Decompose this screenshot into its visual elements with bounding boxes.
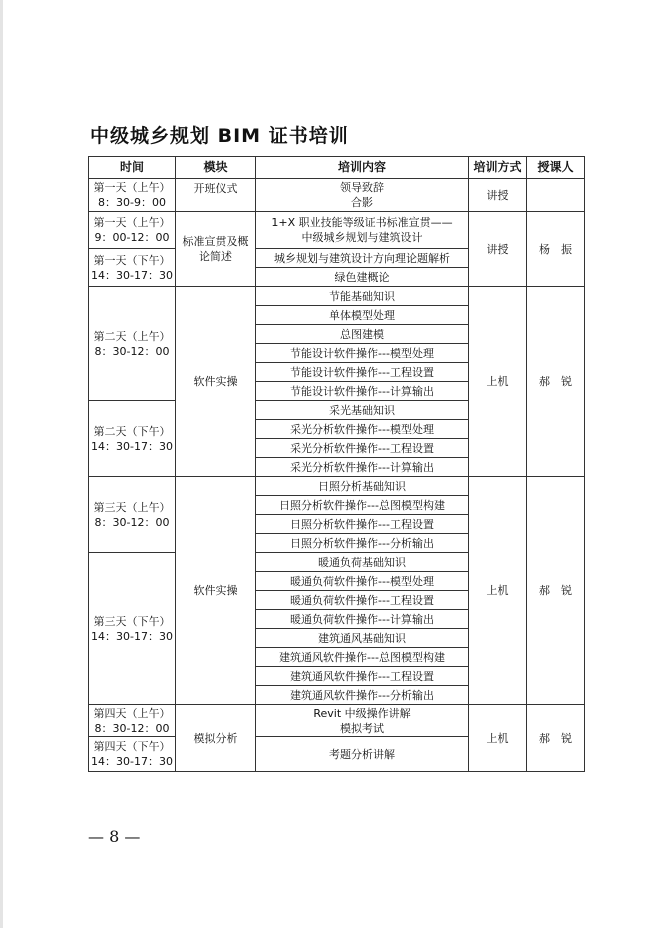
content-cell: 建筑通风软件操作---分析输出 — [256, 686, 469, 705]
time-cell: 第四天（下午） 14：30-17：30 — [89, 737, 176, 772]
lecturer-cell — [527, 179, 585, 212]
time-cell: 第三天（上午） 8：30-12：00 — [89, 477, 176, 553]
content-cell: 建筑通风软件操作---总图模型构建 — [256, 648, 469, 667]
header-lecturer: 授课人 — [527, 157, 585, 179]
content-cell: 节能基础知识 — [256, 287, 469, 306]
content-cell: 暖通负荷软件操作---计算输出 — [256, 610, 469, 629]
content-cell: 建筑通风软件操作---工程设置 — [256, 667, 469, 686]
time-cell: 第二天（下午） 14：30-17：30 — [89, 401, 176, 477]
time-cell: 第一天（下午） 14：30-17：30 — [89, 249, 176, 287]
training-schedule-table — [88, 156, 585, 772]
content-cell: 领导致辞 合影 — [256, 179, 469, 212]
content-cell: 暖通负荷基础知识 — [256, 553, 469, 572]
content-cell: 节能设计软件操作---模型处理 — [256, 344, 469, 363]
time-cell: 第二天（上午） 8：30-12：00 — [89, 287, 176, 401]
content-cell: 总图建模 — [256, 325, 469, 344]
content-cell: 日照分析软件操作---工程设置 — [256, 515, 469, 534]
header-module: 模块 — [176, 157, 256, 179]
table-row — [89, 179, 585, 212]
method-cell: 讲授 — [469, 179, 527, 212]
header-content: 培训内容 — [256, 157, 469, 179]
time-cell: 第四天（上午） 8：30-12：00 — [89, 705, 176, 737]
content-cell: 建筑通风基础知识 — [256, 629, 469, 648]
content-cell: 暖通负荷软件操作---模型处理 — [256, 572, 469, 591]
lecturer-cell: 郝 锐 — [527, 477, 585, 705]
content-cell: 日照分析基础知识 — [256, 477, 469, 496]
content-cell: 1+X 职业技能等级证书标准宣贯—— 中级城乡规划与建筑设计 — [256, 212, 469, 249]
content-cell: 城乡规划与建筑设计方向理论题解析 — [256, 249, 469, 268]
content-cell: 绿色建概论 — [256, 268, 469, 287]
module-cell: 标准宣贯及概 论简述 — [176, 212, 256, 287]
content-cell: 采光分析软件操作---计算输出 — [256, 458, 469, 477]
header-row — [89, 157, 585, 179]
module-cell: 开班仪式 — [176, 179, 256, 212]
time-cell: 第一天（上午） 9：00-12：00 — [89, 212, 176, 249]
module-cell: 软件实操 — [176, 477, 256, 705]
document-title: 中级城乡规划 BIM 证书培训 — [90, 125, 349, 147]
content-cell: 节能设计软件操作---工程设置 — [256, 363, 469, 382]
module-cell: 软件实操 — [176, 287, 256, 477]
method-cell: 讲授 — [469, 212, 527, 287]
content-cell: Revit 中级操作讲解 模拟考试 — [256, 705, 469, 737]
table-row — [89, 705, 585, 737]
method-cell: 上机 — [469, 287, 527, 477]
header-time: 时间 — [89, 157, 176, 179]
content-cell: 考题分析讲解 — [256, 737, 469, 772]
time-cell: 第三天（下午） 14：30-17：30 — [89, 553, 176, 705]
table-row — [89, 477, 585, 496]
content-cell: 采光分析软件操作---模型处理 — [256, 420, 469, 439]
lecturer-cell: 郝 锐 — [527, 287, 585, 477]
header-method: 培训方式 — [469, 157, 527, 179]
lecturer-cell: 杨 振 — [527, 212, 585, 287]
module-cell: 模拟分析 — [176, 705, 256, 772]
content-cell: 采光分析软件操作---工程设置 — [256, 439, 469, 458]
table-row — [89, 287, 585, 306]
lecturer-cell: 郝 锐 — [527, 705, 585, 772]
content-cell: 日照分析软件操作---分析输出 — [256, 534, 469, 553]
content-cell: 单体模型处理 — [256, 306, 469, 325]
page-number: — 8 — — [88, 827, 141, 846]
content-cell: 日照分析软件操作---总图模型构建 — [256, 496, 469, 515]
method-cell: 上机 — [469, 477, 527, 705]
content-cell: 节能设计软件操作---计算输出 — [256, 382, 469, 401]
method-cell: 上机 — [469, 705, 527, 772]
page-edge — [0, 0, 3, 928]
table-row — [89, 212, 585, 249]
content-cell: 暖通负荷软件操作---工程设置 — [256, 591, 469, 610]
content-cell: 采光基础知识 — [256, 401, 469, 420]
time-cell: 第一天（上午） 8：30-9：00 — [89, 179, 176, 212]
